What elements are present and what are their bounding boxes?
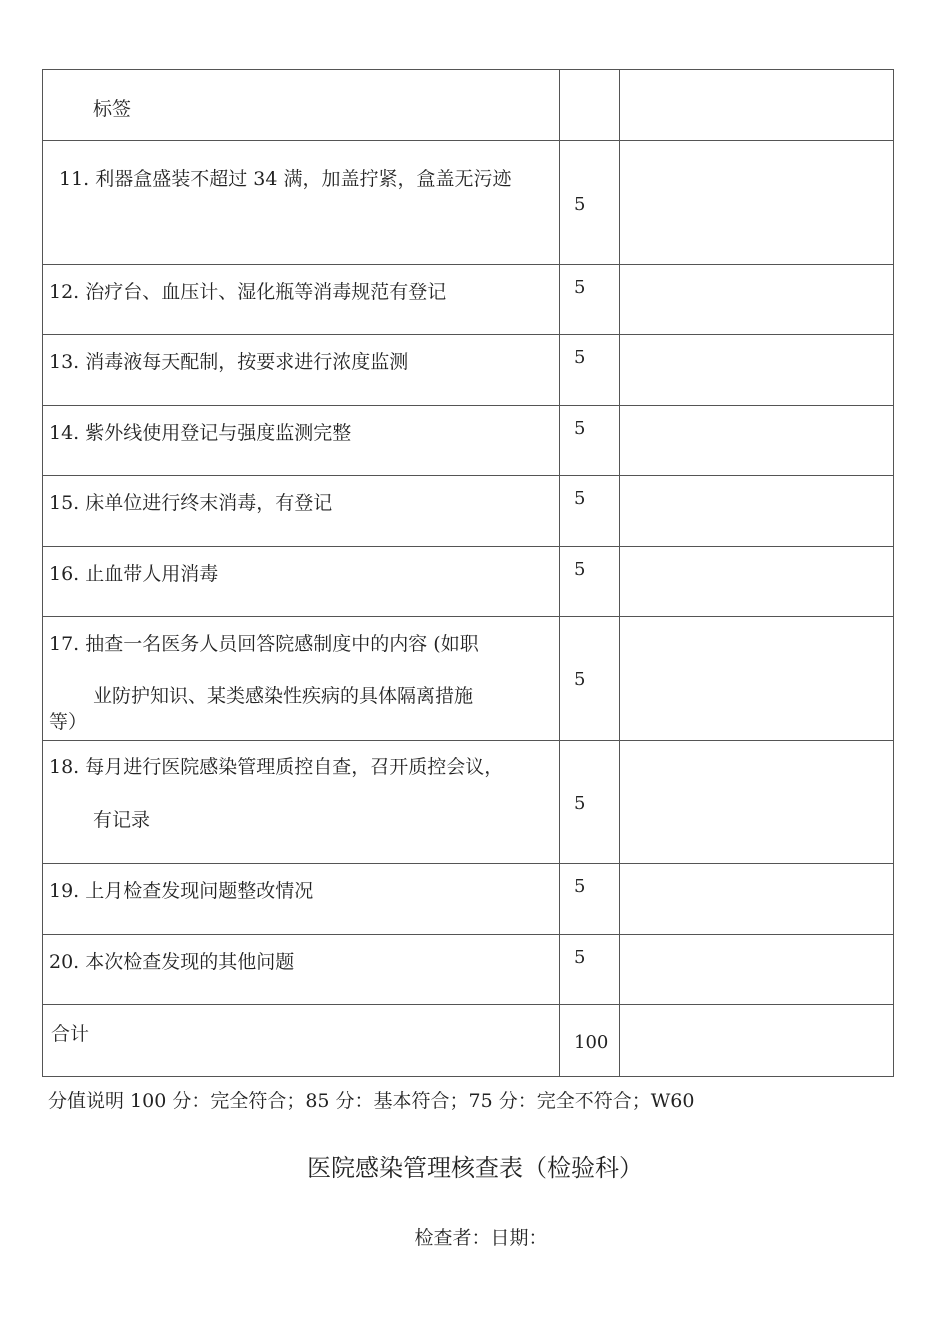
item-text: 15. 床单位进行终末消毒，有登记 bbox=[49, 492, 333, 514]
score-cell bbox=[560, 547, 620, 617]
score-value: 5 bbox=[574, 947, 586, 968]
item-cell bbox=[43, 547, 560, 617]
score-value: 5 bbox=[574, 277, 586, 298]
score-cell bbox=[560, 741, 620, 864]
item-text: 12. 治疗台、血压计、湿化瓶等消毒规范有登记 bbox=[49, 281, 447, 303]
item-cell bbox=[43, 935, 560, 1005]
remark-cell bbox=[620, 265, 894, 335]
score-cell bbox=[560, 70, 620, 141]
table-row bbox=[43, 265, 894, 335]
score-cell bbox=[560, 864, 620, 935]
remark-cell bbox=[620, 141, 894, 265]
item-cell bbox=[43, 335, 560, 406]
total-label-cell bbox=[43, 1005, 560, 1077]
item-text-continued: 有记录 bbox=[93, 809, 151, 831]
total-score-value: 100 bbox=[574, 1032, 609, 1053]
score-value: 5 bbox=[574, 876, 586, 897]
score-value: 5 bbox=[574, 488, 586, 509]
item-cell bbox=[43, 476, 560, 547]
score-cell bbox=[560, 406, 620, 476]
remark-cell bbox=[620, 617, 894, 741]
table-row bbox=[43, 617, 894, 741]
remark-cell bbox=[620, 547, 894, 617]
score-value: 5 bbox=[574, 559, 586, 580]
item-text: 14. 紫外线使用登记与强度监测完整 bbox=[49, 422, 352, 444]
table-row bbox=[43, 935, 894, 1005]
remark-cell bbox=[620, 476, 894, 547]
item-text: 19. 上月检查发现问题整改情况 bbox=[49, 880, 314, 902]
score-cell bbox=[560, 335, 620, 406]
remark-cell bbox=[620, 70, 894, 141]
item-cell bbox=[43, 617, 560, 741]
remark-cell bbox=[620, 864, 894, 935]
item-text: 13. 消毒液每天配制，按要求进行浓度监测 bbox=[49, 351, 409, 373]
remark-cell bbox=[620, 406, 894, 476]
item-cell bbox=[43, 265, 560, 335]
item-text-continued: 等） bbox=[49, 711, 88, 733]
table-row bbox=[43, 70, 894, 141]
table-row bbox=[43, 141, 894, 265]
item-text: 17. 抽查一名医务人员回答院感制度中的内容 (如职 bbox=[49, 633, 479, 655]
item-text: 16. 止血带人用消毒 bbox=[49, 563, 219, 585]
item-text: 标签 bbox=[93, 98, 132, 120]
score-cell bbox=[560, 265, 620, 335]
item-cell bbox=[43, 864, 560, 935]
item-text: 11. 利器盒盛装不超过 34 满，加盖拧紧，盒盖无污迹 bbox=[59, 168, 512, 190]
item-cell bbox=[43, 141, 560, 265]
item-text-continued: 业防护知识、某类感染性疾病的具体隔离措施 bbox=[93, 685, 474, 707]
table-row bbox=[43, 406, 894, 476]
table-row bbox=[43, 741, 894, 864]
item-cell bbox=[43, 70, 560, 141]
score-value: 5 bbox=[574, 347, 586, 368]
table-row bbox=[43, 476, 894, 547]
inspector-date-line: 检查者：日期： bbox=[414, 1227, 548, 1249]
remark-cell bbox=[620, 935, 894, 1005]
score-cell bbox=[560, 476, 620, 547]
score-cell bbox=[560, 141, 620, 265]
score-value: 5 bbox=[574, 194, 586, 215]
remark-cell bbox=[620, 335, 894, 406]
table-row bbox=[43, 547, 894, 617]
inspection-table bbox=[42, 69, 894, 1077]
item-text: 18. 每月进行医院感染管理质控自查，召开质控会议， bbox=[49, 756, 504, 778]
score-value: 5 bbox=[574, 669, 586, 690]
table-row-total bbox=[43, 1005, 894, 1077]
item-cell bbox=[43, 406, 560, 476]
page-title: 医院感染管理核查表（检验科） bbox=[307, 1154, 643, 1182]
score-value: 5 bbox=[574, 793, 586, 814]
score-note: 分值说明 100 分：完全符合；85 分：基本符合；75 分：完全不符合；W60 bbox=[48, 1090, 695, 1112]
score-cell bbox=[560, 617, 620, 741]
item-text: 20. 本次检查发现的其他问题 bbox=[49, 951, 295, 973]
table-row bbox=[43, 864, 894, 935]
score-cell bbox=[560, 935, 620, 1005]
remark-cell bbox=[620, 1005, 894, 1077]
total-label: 合计 bbox=[51, 1023, 90, 1045]
score-value: 5 bbox=[574, 418, 586, 439]
table-row bbox=[43, 335, 894, 406]
total-score-cell bbox=[560, 1005, 620, 1077]
item-cell bbox=[43, 741, 560, 864]
remark-cell bbox=[620, 741, 894, 864]
